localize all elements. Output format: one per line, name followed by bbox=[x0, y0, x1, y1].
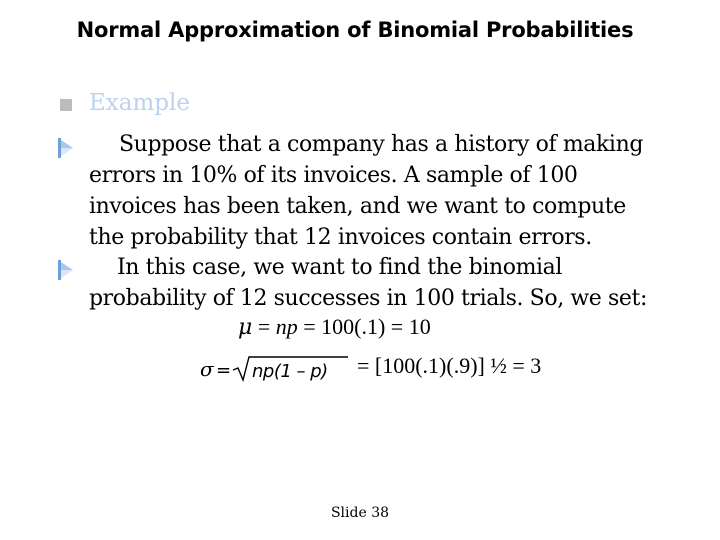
paragraph-1 bbox=[89, 129, 649, 253]
mean-equals: = bbox=[252, 314, 276, 339]
paragraph-1-text: Suppose that a company has a history of making errors in 10% of its invoices. A sample of 100 invoices has been taken, and we want to compute the probability that 12 invoices contain errors. bbox=[89, 132, 644, 250]
svg-text:σ: σ bbox=[200, 357, 214, 381]
arrow-bullet-icon bbox=[58, 138, 74, 158]
paragraph-2-text: In this case, we want to find the binomial probability of 12 successes in 100 trials. So, we set: bbox=[89, 255, 647, 311]
arrow-bullet-icon bbox=[58, 260, 74, 280]
np-term: np bbox=[275, 314, 298, 339]
example-label: Example bbox=[89, 90, 190, 116]
paragraph-2 bbox=[89, 252, 649, 314]
sigma-value: = [100(.1)(.9)] ½ = 3 bbox=[357, 353, 542, 378]
mu-symbol: μ bbox=[238, 315, 253, 340]
slide-title: Normal Approximation of Binomial Probabilities bbox=[76, 18, 634, 42]
svg-text:np(1 – p): np(1 – p) bbox=[252, 361, 328, 382]
square-bullet-icon bbox=[60, 99, 72, 111]
svg-text:=: = bbox=[216, 360, 232, 381]
sigma-formula-image bbox=[200, 354, 350, 384]
mean-value: = 100(.1) = 10 bbox=[297, 314, 431, 339]
mean-formula bbox=[238, 314, 431, 340]
sigma-formula bbox=[357, 353, 541, 379]
slide-number: Slide 38 bbox=[330, 505, 390, 521]
